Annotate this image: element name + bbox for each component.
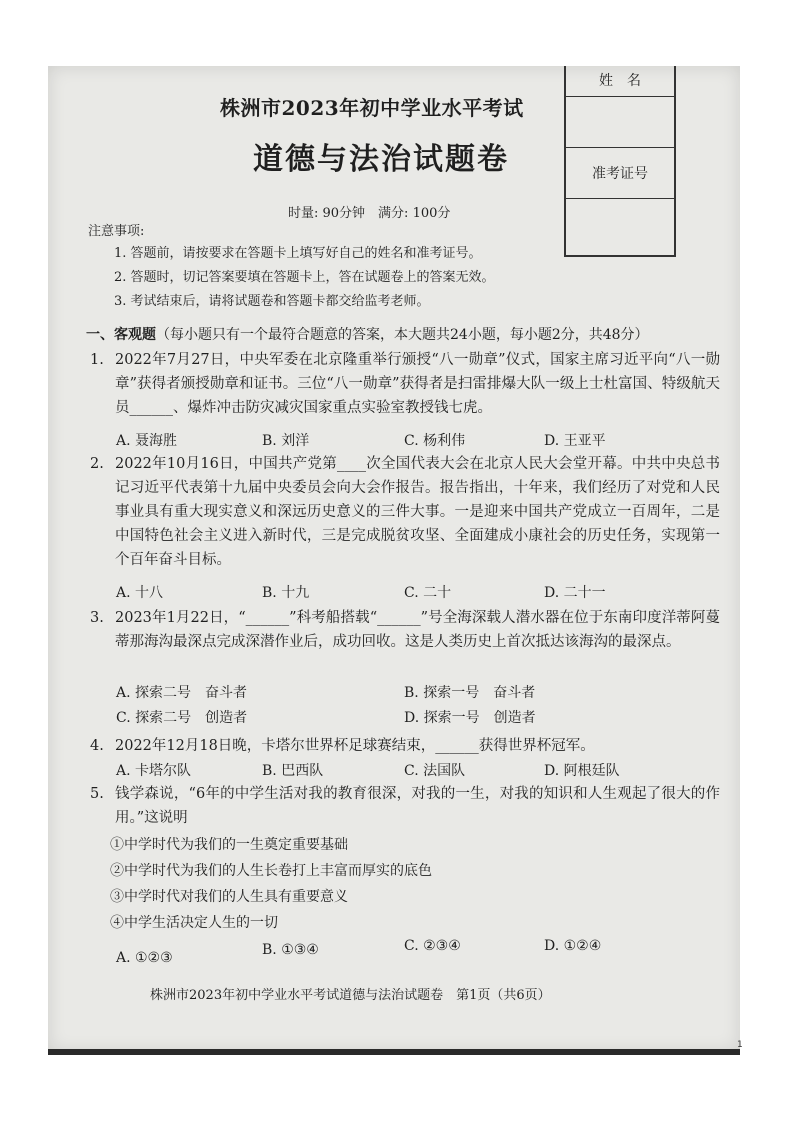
option-a: A. 卡塔尔队 [116,763,192,779]
section-desc: （每小题只有一个最符合题意的答案，本大题共24小题，每小题2分，共48分） [156,327,649,343]
option-d: D. 王亚平 [544,433,606,449]
option-c: C. ②③④ [404,938,461,954]
option-a: A. 探索二号 奋斗者 [116,685,248,701]
option-b: B. 刘洋 [262,433,310,449]
statement: ③中学时代对我们的人生具有重要意义 [110,889,348,905]
option-c: C. 杨利伟 [404,433,466,449]
option-b: B. 探索一号 奋斗者 [404,685,536,701]
option-b: B. ①③④ [262,942,319,958]
question-number: 3. [90,610,104,626]
exam-id-field [566,199,674,255]
candidate-info-box [564,66,676,257]
question-4 [90,734,720,758]
question-text: 2022年10月16日，中国共产党第____次全国代表大会在北京人民大会堂开幕。中共中央总书记习近平代表第十九届中央委员会向大会作报告。报告指出，十年来，我们经历了对党和人民事业具有重大现实意义和深远历史意义的三件大事。一是迎来中国共产党成立一百周年，二是中国特色社会主义进入新时代，三是完成脱贫攻坚、全面建成小康社会的历史任务，实现第一个百年奋斗目标。 [115,456,720,568]
question-number: 5. [90,786,104,802]
subject-title: 道德与法治试题卷 [253,142,509,177]
option-d: D. 探索一号 创造者 [404,710,536,726]
option-b: B. 十九 [262,585,310,601]
question-text: 钱学森说，“6年的中学生活对我的教育很深，对我的一生，对我的知识和人生观起了很大的作用。”这说明 [115,786,720,826]
page-footer: 株洲市2023年初中学业水平考试道德与法治试题卷 第1页（共6页） [150,988,551,1003]
option-c: C. 法国队 [404,763,466,779]
option-a: A. 十八 [116,585,164,601]
time-info: 时量: 90分钟 满分: 100分 [288,206,451,221]
note-item: 3. 考试结束后，请将试题卷和答题卡都交给监考老师。 [114,294,430,309]
option-d: D. 二十一 [544,585,606,601]
option-d: D. ①②④ [544,938,602,954]
corner-mark: 1 [737,1040,743,1050]
option-a: A. 聂海胜 [116,433,178,449]
statement: ①中学时代为我们的一生奠定重要基础 [110,837,348,853]
question-5-statements [110,832,432,936]
question-3 [90,606,720,654]
statement: ④中学生活决定人生的一切 [110,915,278,931]
statement: ②中学时代为我们的人生长卷打上丰富而厚实的底色 [110,863,432,879]
question-text: 2022年12月18日晚，卡塔尔世界杯足球赛结束，______获得世界杯冠军。 [115,738,595,754]
name-field [566,97,674,148]
option-d: D. 阿根廷队 [544,763,620,779]
note-item: 2. 答题时，切记答案要填在答题卡上，答在试题卷上的答案无效。 [114,270,495,285]
option-c: C. 二十 [404,585,452,601]
question-2 [90,452,720,572]
question-1 [90,348,720,420]
option-b: B. 巴西队 [262,763,324,779]
question-number: 4. [90,738,104,754]
question-number: 2. [90,456,104,472]
option-c: C. 探索二号 创造者 [116,710,248,726]
question-number: 1. [90,352,104,368]
note-item: 1. 答题前，请按要求在答题卡上填写好自己的姓名和准考证号。 [114,246,482,261]
question-text: 2023年1月22日，“______”科考船搭载“______”号全海深载人潜水器在位于东南印度洋蒂阿蔓蒂那海沟最深点完成深潜作业后，成功回收。这是人类历史上首次抵达该海沟的最深点。 [115,610,720,650]
name-label: 姓 名 [566,66,674,97]
question-5 [90,782,720,830]
exam-paper [48,66,740,1052]
question-text: 2022年7月27日，中央军委在北京隆重举行颁授“八一勋章”仪式，国家主席习近平向“八一勋章”获得者颁授勋章和证书。三位“八一勋章”获得者是扫雷排爆大队一级上士杜富国、特级航天员______、爆炸冲击防灾减灾国家重点实验室教授钱七虎。 [115,352,720,416]
notes-heading: 注意事项: [88,224,145,239]
option-a: A. ①②③ [116,950,173,966]
exam-id-label: 准考证号 [566,148,674,199]
exam-title: 株洲市2023年初中学业水平考试 [220,96,524,120]
section-title: 一、客观题 [86,327,156,343]
section-heading [86,324,649,344]
paper-bottom-edge [48,1049,740,1055]
